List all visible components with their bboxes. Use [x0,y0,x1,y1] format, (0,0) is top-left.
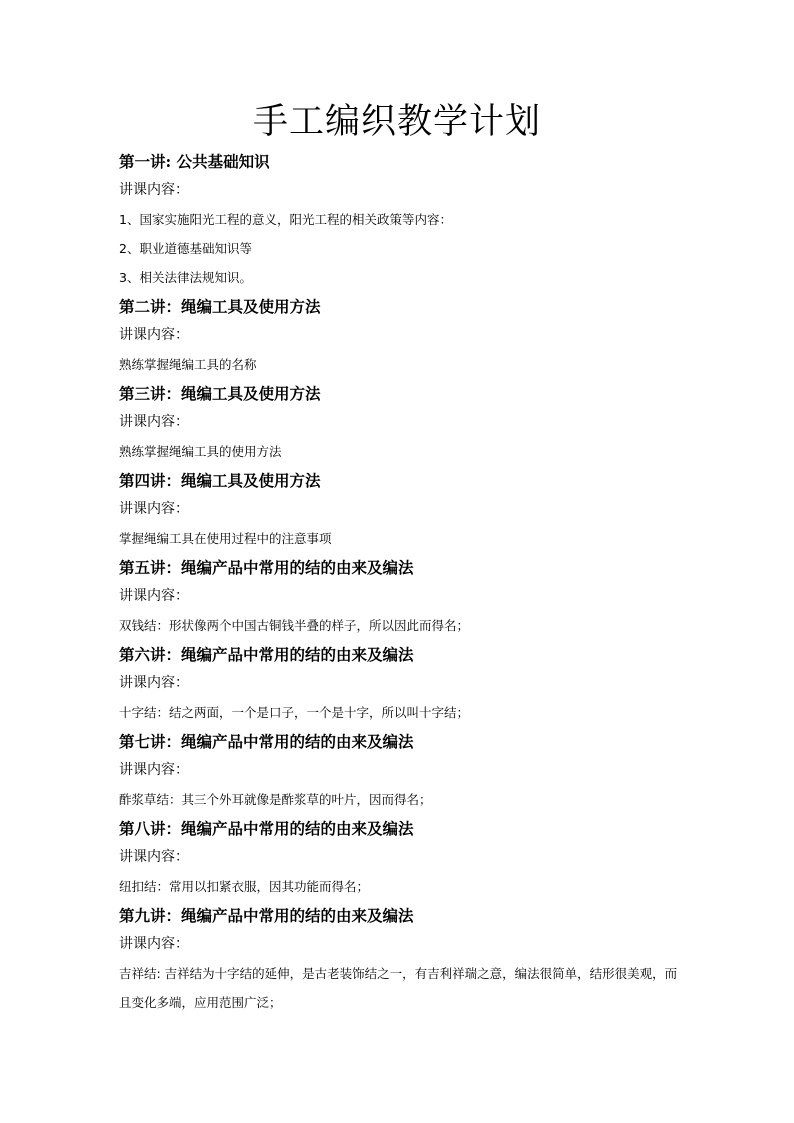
lecture-heading: 第三讲：绳编工具及使用方法 [119,384,321,403]
lecture-heading: 第八讲：绳编产品中常用的结的由来及编法 [119,819,414,838]
lecture-content-item: 1、国家实施阳光工程的意义，阳光工程的相关政策等内容： [119,212,452,227]
lecture-content-label: 讲课内容： [119,182,189,198]
lecture-content-item: 3、相关法律法规知识。 [119,270,252,285]
lecture-content-label: 讲课内容： [119,501,189,517]
lecture-content-item: 掌握绳编工具在使用过程中的注意事项 [119,531,332,546]
lecture-content-item: 熟练掌握绳编工具的使用方法 [119,444,282,459]
lecture-heading: 第二讲：绳编工具及使用方法 [119,297,321,316]
lecture-content-label: 讲课内容： [119,588,189,604]
lecture-content-item: 吉祥结: 吉祥结为十字结的延伸，是古老装饰结之一，有吉利祥瑞之意，编法很简单，结形很美观，而且变化多端，应用范围广泛； [119,966,678,1010]
lecture-heading: 第一讲: 公共基础知识 [119,152,270,171]
lecture-content-item: 2、职业道德基础知识等 [119,241,252,256]
lecture-5 [119,553,689,640]
lecture-content-label: 讲课内容： [119,936,189,952]
lecture-content-label: 讲课内容： [119,849,189,865]
lecture-content-item: 双钱结：形状像两个中国古铜钱半叠的样子，所以因此而得名； [119,618,470,633]
lecture-heading: 第四讲：绳编工具及使用方法 [119,471,321,490]
lecture-8 [119,814,689,901]
lecture-content-label: 讲课内容： [119,414,189,430]
lecture-heading: 第五讲：绳编产品中常用的结的由来及编法 [119,558,414,577]
lecture-heading: 第九讲：绳编产品中常用的结的由来及编法 [119,906,414,925]
lecture-content-item: 酢浆草结：其三个外耳就像是酢浆草的叶片，因而得名； [119,792,432,807]
lecture-content-item: 熟练掌握绳编工具的名称 [119,357,257,372]
lecture-heading: 第七讲：绳编产品中常用的结的由来及编法 [119,732,414,751]
lecture-4 [119,466,689,553]
lecture-9 [119,901,689,1017]
lecture-1 [119,147,689,292]
lecture-6 [119,640,689,727]
lecture-2 [119,292,689,379]
lecture-content-item: 十字结：结之两面，一个是口子，一个是十字，所以叫十字结； [119,705,470,720]
lecture-content-label: 讲课内容： [119,327,189,343]
lecture-content-label: 讲课内容： [119,675,189,691]
lecture-3 [119,379,689,466]
lecture-heading: 第六讲：绳编产品中常用的结的由来及编法 [119,645,414,664]
lecture-7 [119,727,689,814]
lecture-content-item: 纽扣结：常用以扣紧衣服，因其功能而得名； [119,879,370,894]
document-title: 手工编织教学计划 [252,102,541,142]
lecture-content-label: 讲课内容： [119,762,189,778]
document-body [119,147,689,1017]
